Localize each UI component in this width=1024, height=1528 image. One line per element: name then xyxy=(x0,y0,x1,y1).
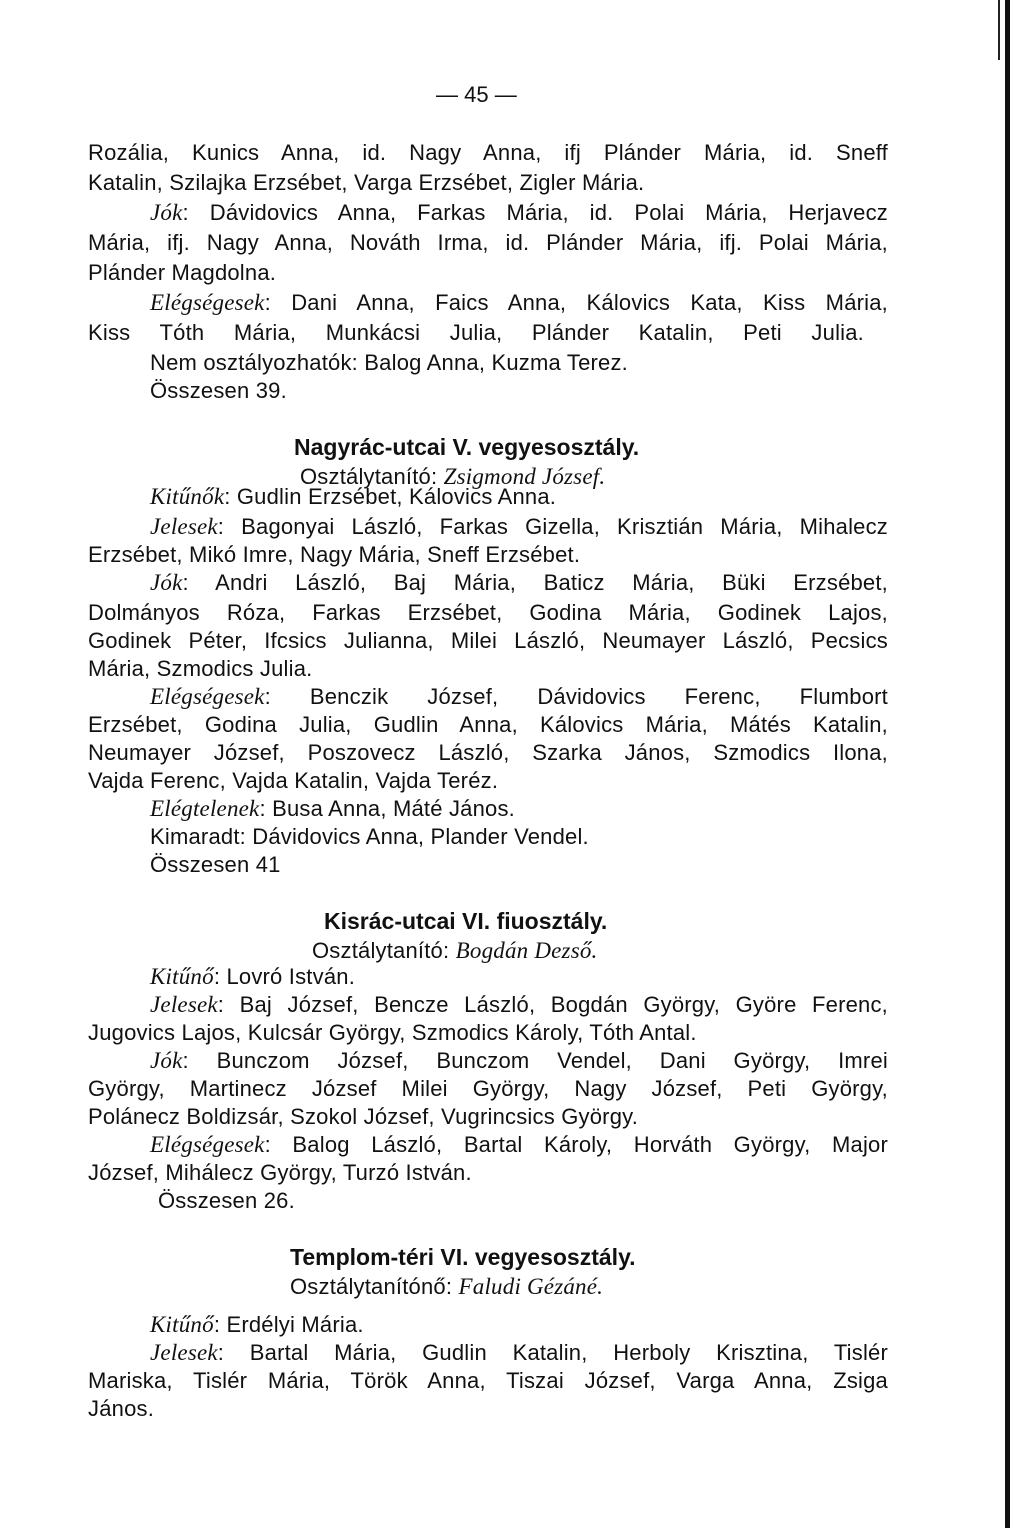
text-line: Dolmányos Róza, Farkas Erzsébet, Godina Mária, Godinek Lajos, xyxy=(88,600,888,625)
text-line: Mária, Szmodics Julia. xyxy=(88,656,313,681)
text-line: Erzsébet, Godina Julia, Gudlin Anna, Kálovics Mária, Mátés Katalin, xyxy=(88,712,888,737)
category-label: Jelesek xyxy=(150,514,218,539)
total-line: Összesen 26. xyxy=(158,1188,295,1213)
category-label: Kitűnő xyxy=(150,964,214,989)
teacher-line xyxy=(290,1272,603,1302)
teacher-label: Osztálytanító: xyxy=(300,464,444,489)
category-label: Elégségesek xyxy=(150,684,265,709)
teacher-name: Bogdán Dezső. xyxy=(455,938,598,963)
page-edge-mark xyxy=(998,0,1000,60)
section-heading: Templom-téri VI. vegyesosztály. xyxy=(290,1244,636,1270)
category-names: : Bagonyai László, Farkas Gizella, Krisztián Mária, Mihalecz xyxy=(217,514,888,539)
text-line xyxy=(150,512,888,542)
text-line xyxy=(150,962,355,992)
category-names: : Baj József, Bencze László, Bogdán György, Györe Ferenc, xyxy=(217,992,888,1017)
text-line: Kimaradt: Dávidovics Anna, Plander Vendel. xyxy=(150,824,589,849)
category-names: : Dani Anna, Faics Anna, Kálovics Kata, Kiss Mária, xyxy=(264,290,888,315)
text-line: Vajda Ferenc, Vajda Katalin, Vajda Teréz. xyxy=(88,768,499,793)
category-label: Jelesek xyxy=(150,1340,218,1365)
category-label: Kitűnő xyxy=(150,1312,214,1337)
text-line: Katalin, Szilajka Erzsébet, Varga Erzsébet, Zigler Mária. xyxy=(88,170,645,195)
category-label: Elégtelenek xyxy=(150,796,260,821)
teacher-label: Osztálytanítónő: xyxy=(290,1274,459,1299)
text-line: Kiss Tóth Mária, Munkácsi Julia, Plánder Katalin, Peti Julia. xyxy=(88,320,864,345)
text-line: Rozália, Kunics Anna, id. Nagy Anna, ifj Plánder Mária, id. Sneff xyxy=(88,140,888,165)
text-line: Jugovics Lajos, Kulcsár György, Szmodics Károly, Tóth Antal. xyxy=(88,1020,697,1045)
text-line: Polánecz Boldizsár, Szokol József, Vugrincsics György. xyxy=(88,1104,639,1129)
category-label: Jelesek xyxy=(150,992,218,1017)
page-number: — 45 — xyxy=(436,82,517,107)
text-line: Godinek Péter, Ifcsics Julianna, Milei László, Neumayer László, Pecsics xyxy=(88,628,888,653)
teacher-name: Faludi Gézáné. xyxy=(458,1274,604,1299)
category-label: Jók xyxy=(150,200,183,225)
text-line: József, Mihálecz György, Turzó István. xyxy=(88,1160,472,1185)
category-names: : Benczik József, Dávidovics Ferenc, Flumbort xyxy=(264,684,888,709)
text-line: Mariska, Tislér Mária, Török Anna, Tiszai József, Varga Anna, Zsiga xyxy=(88,1368,888,1393)
text-line: Plánder Magdolna. xyxy=(88,260,277,285)
text-line: Nem osztályozhatók: Balog Anna, Kuzma Terez. xyxy=(150,350,628,375)
category-names: : Lovró István. xyxy=(213,964,356,989)
text-line xyxy=(150,794,515,824)
category-names: : Andri László, Baj Mária, Baticz Mária, Büki Erzsébet, xyxy=(182,570,888,595)
teacher-name: Zsigmond József. xyxy=(443,464,606,489)
category-label: Jók xyxy=(150,1048,183,1073)
section-heading: Nagyrác-utcai V. vegyesosztály. xyxy=(294,434,640,460)
total-line: Összesen 41 xyxy=(150,852,281,877)
text-line: Mária, ifj. Nagy Anna, Nováth Irma, id. Plánder Mária, ifj. Polai Mária, xyxy=(88,230,888,255)
category-names: : Gudlin Erzsébet, Kálovics Anna. xyxy=(224,484,557,509)
category-names: : Erdélyi Mária. xyxy=(213,1312,364,1337)
text-line: Neumayer József, Poszovecz László, Szarka János, Szmodics Ilona, xyxy=(88,740,888,765)
total-line: Összesen 39. xyxy=(150,378,287,403)
text-line xyxy=(150,482,556,512)
category-names: : Bartal Mária, Gudlin Katalin, Herboly Krisztina, Tislér xyxy=(217,1340,888,1365)
category-label: Jók xyxy=(150,570,183,595)
text-line: György, Martinecz József Milei György, Nagy József, Peti György, xyxy=(88,1076,888,1101)
text-line xyxy=(150,682,888,712)
teacher-label: Osztálytanító: xyxy=(312,938,456,963)
category-label: Elégségesek xyxy=(150,1132,265,1157)
text-line xyxy=(150,1130,888,1160)
page-edge-bar xyxy=(1005,0,1010,1528)
text-line: Erzsébet, Mikó Imre, Nagy Mária, Sneff Erzsébet. xyxy=(88,542,581,567)
category-names: : Busa Anna, Máté János. xyxy=(259,796,515,821)
category-label: Elégségesek xyxy=(150,290,265,315)
category-label: Kitűnők xyxy=(150,484,225,509)
text-line xyxy=(150,1046,888,1076)
text-line xyxy=(150,198,888,228)
text-line xyxy=(150,568,888,598)
category-names: : Dávidovics Anna, Farkas Mária, id. Polai Mária, Herjavecz xyxy=(182,200,888,225)
category-names: : Bunczom József, Bunczom Vendel, Dani György, Imrei xyxy=(182,1048,888,1073)
text-line xyxy=(150,288,888,318)
text-line xyxy=(150,1338,888,1368)
text-line xyxy=(150,990,888,1020)
text-line: János. xyxy=(88,1396,155,1421)
category-names: : Balog László, Bartal Károly, Horváth György, Major xyxy=(264,1132,888,1157)
text-line xyxy=(150,1310,364,1340)
section-heading: Kisrác-utcai VI. fiuosztály. xyxy=(324,908,608,934)
